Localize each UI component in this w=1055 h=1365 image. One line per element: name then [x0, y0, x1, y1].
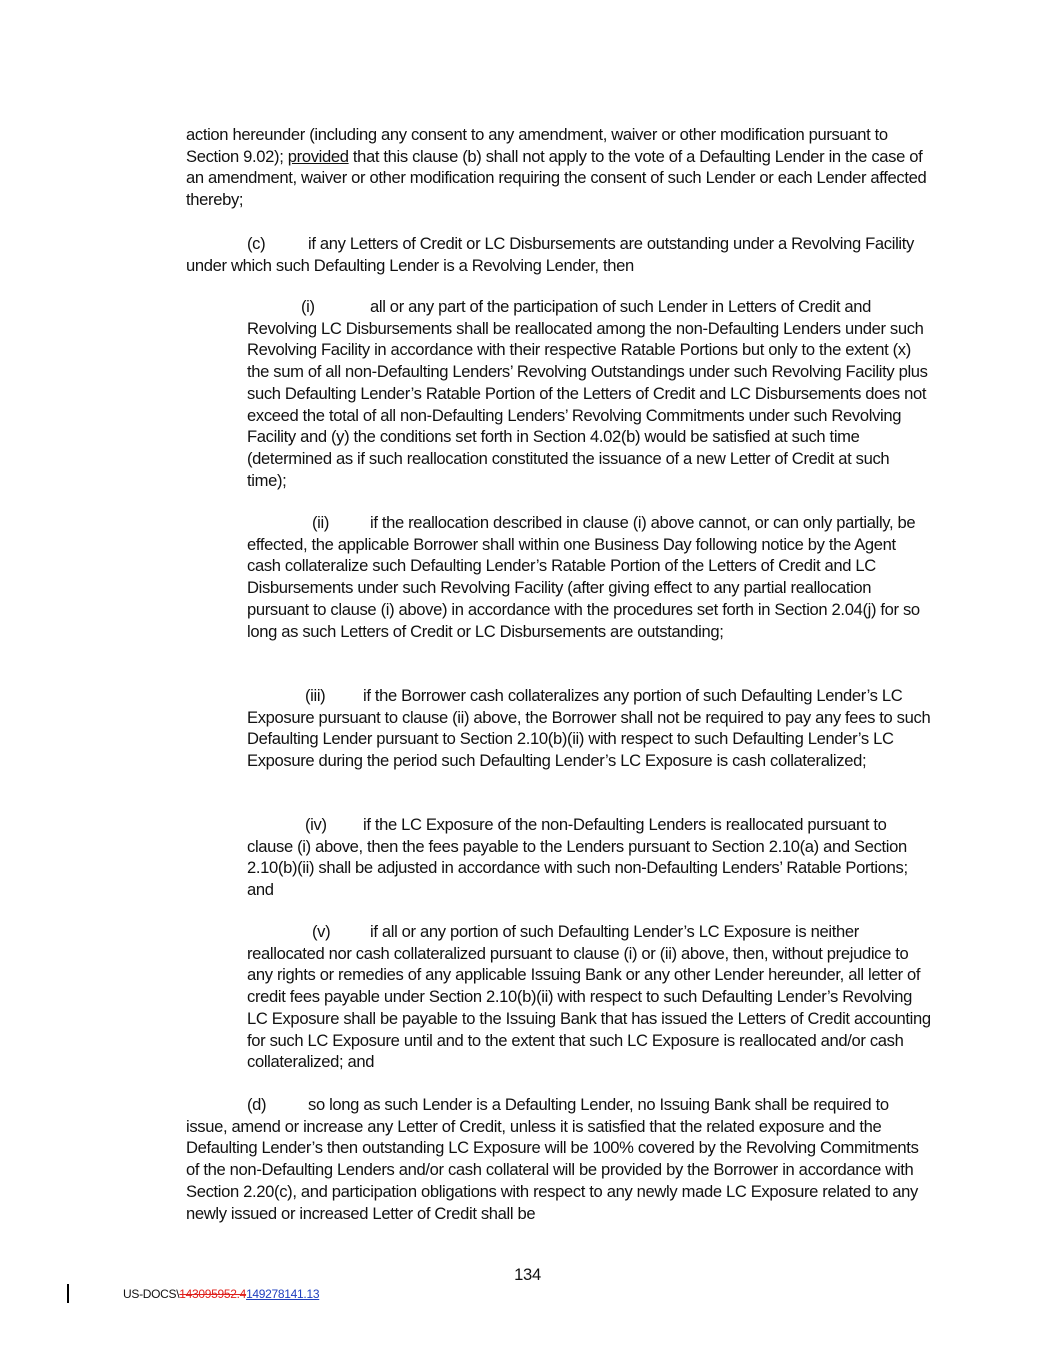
clause-iv-text: if the LC Exposure of the non-Defaulting Lenders is reallocated pursuant to clause (i) above, then the fees payable to the Lenders pursuant to Section 2.10(a) and Section 2.10(b)(ii) shall be adjusted in accordance with such non-Defaulting Lenders’ Ratable Portions; and	[247, 815, 908, 900]
clause-d-label: (d)	[247, 1095, 267, 1114]
paragraph-c	[186, 233, 931, 276]
clause-i-text: all or any part of the participation of such Lender in Letters of Credit and Revolving LC Disbursements shall be reallocated among the non-Defaulting Lenders under such Revolving Facility in accordance with their respective Ratable Portions but only to the extent (x) the sum of all non-Defaulting Lenders’ Revolving Outstandings under such Revolving Facility plus such Defaulting Lender’s Ratable Portion of the Letters of Credit and LC Disbursements does not exceed the total of all non-Defaulting Lenders’ Revolving Commitments under such Revolving Facility and (y) the conditions set forth in Section 4.02(b) would be satisfied at such time (determined as if such reallocation constituted the issuance of a new Letter of Credit at such time);	[247, 297, 928, 490]
clause-ii-text: if the reallocation described in clause (i) above cannot, or can only partially, be effected, the applicable Borrower shall within one Business Day following notice by the Agent cash collateralize such Defaulting Lender’s Ratable Portion of the Letters of Credit and LC Disbursements under such Revolving Facility (after giving effect to any partial reallocation pursuant to clause (i) above) in accordance with the procedures set forth in Section 2.04(j) for so long as such Letters of Credit or LC Disbursements are outstanding;	[247, 513, 920, 641]
clause-v-label: (v)	[312, 922, 331, 941]
clause-iii-label: (iii)	[305, 686, 326, 705]
doc-id-inserted: 149278141.13	[246, 1287, 320, 1301]
provided-term: provided	[287, 146, 349, 166]
clause-ii-label: (ii)	[312, 513, 330, 532]
clause-i-label: (i)	[301, 297, 315, 316]
paragraph-b-continuation	[186, 124, 931, 211]
paragraph-c-iv	[247, 814, 932, 901]
paragraph-b-text-1: action hereunder (including any consent to any amendment, waiver or other modification pursuant to Section 9.02);	[186, 125, 888, 166]
page-number: 134	[514, 1265, 541, 1284]
paragraph-c-ii	[247, 512, 932, 642]
paragraph-b-text-2: that this clause (b) shall not apply to the vote of a Defaulting Lender in the case of an amendment, waiver or other modification requiring the consent of such Lender or each Lender affected thereby;	[186, 146, 927, 210]
change-bar	[67, 1284, 69, 1303]
paragraph-d	[186, 1094, 931, 1224]
doc-id-prefix: US-DOCS\	[123, 1287, 180, 1301]
document-id	[123, 1287, 319, 1301]
clause-iii-text: if the Borrower cash collateralizes any portion of such Defaulting Lender’s LC Exposure pursuant to clause (ii) above, the Borrower shall not be required to pay any fees to such Defaulting Lender pursuant to Section 2.10(b)(ii) with respect to such Defaulting Lender’s LC Exposure during the period such Defaulting Lender’s LC Exposure is cash collateralized;	[247, 686, 931, 771]
paragraph-c-v	[247, 921, 932, 1073]
paragraph-c-iii	[247, 685, 932, 772]
clause-iv-label: (iv)	[305, 815, 327, 834]
clause-d-text: so long as such Lender is a Defaulting Lender, no Issuing Bank shall be required to issue, amend or increase any Letter of Credit, unless it is satisfied that the related exposure and the Defaulting Lender’s then outstanding LC Exposure will be 100% covered by the Revolving Commitments of the non-Defaulting Lenders and/or cash collateral will be provided by the Borrower in accordance with Section 2.20(c), and participation obligations with respect to any newly made LC Exposure related to any newly issued or increased Letter of Credit shall be	[186, 1095, 919, 1223]
clause-c-text: if any Letters of Credit or LC Disbursements are outstanding under a Revolving Facility under which such Defaulting Lender is a Revolving Lender, then	[186, 234, 914, 275]
paragraph-c-i	[247, 296, 932, 491]
doc-id-deleted: 143095952.4	[179, 1287, 247, 1301]
clause-c-label: (c)	[247, 234, 266, 253]
clause-v-text: if all or any portion of such Defaulting Lender’s LC Exposure is neither reallocated nor cash collateralized pursuant to clause (i) or (ii) above, then, without prejudice to any rights or remedies of any applicable Issuing Bank or any other Lender hereunder, all letter of credit fees payable under Section 2.10(b)(ii) with respect to such Defaulting Lender’s Revolving LC Exposure shall be payable to the Issuing Bank that has issued the Letters of Credit accounting for such LC Exposure until and to the extent that such LC Exposure is reallocated and/or cash collateralized; and	[247, 922, 931, 1072]
